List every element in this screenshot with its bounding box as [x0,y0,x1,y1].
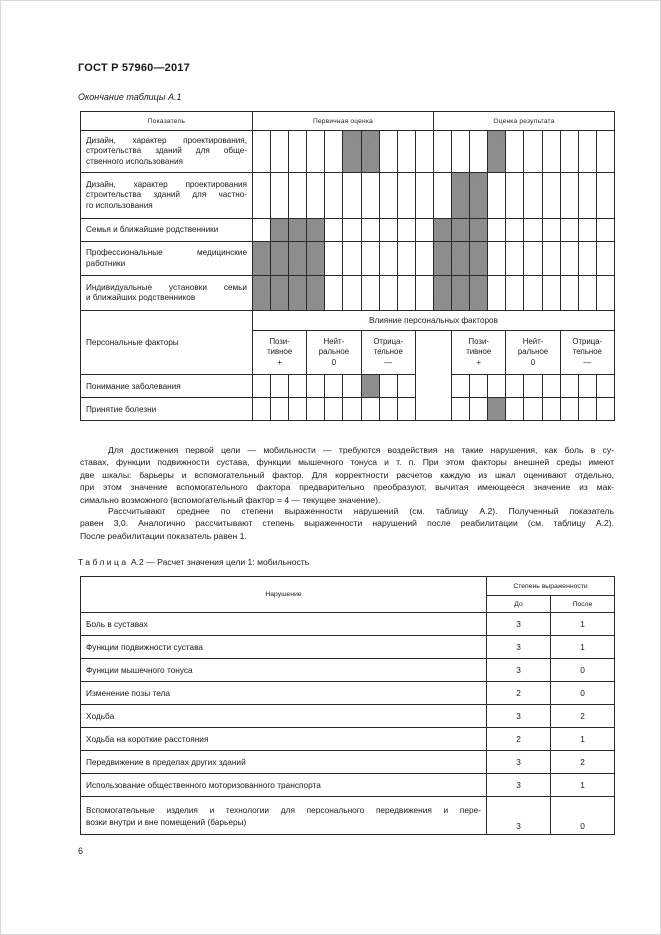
table-row [81,242,615,276]
violation-name: Передвижение в пределах других зданий [81,751,487,774]
row-label [81,173,253,219]
grid-cell [271,398,289,421]
shaded-cell [452,276,470,311]
grid-cell [506,173,524,219]
shaded-cell [433,242,451,276]
row-label [81,219,253,242]
header-after: После [551,596,615,613]
violation-name-line: Вспомогательные изделия и технологии для персонального передвижения и пере- [86,804,481,815]
grid-cell [596,276,614,311]
grid-cell [415,276,433,311]
paragraph-line: две шкалы: барьеры и вспомогательный фактор. Для корректности расчетов каждую из шкал оценивают отдельно, [80,469,614,480]
shaded-cell [289,242,307,276]
grid-cell [397,375,415,398]
value-before: 3 [487,659,551,682]
violation-name: Ходьба на короткие расстояния [81,728,487,751]
shaded-cell [271,276,289,311]
gap-cell [415,331,451,375]
grid-cell [379,173,397,219]
value-after: 1 [551,728,615,751]
violation-name: Изменение позы тела [81,682,487,705]
shaded-cell [470,276,488,311]
caption-label: Таблица [78,557,129,567]
paragraph-line: равен 3,0. Аналогично рассчитывают степень выраженности нарушений после реабилитации (см. таблицу А.2). [80,518,614,529]
grid-cell [307,375,325,398]
grid-cell [343,375,361,398]
violation-name: Функции подвижности сустава [81,636,487,659]
shaded-cell [253,276,271,311]
grid-cell [379,398,397,421]
grid-cell [379,242,397,276]
factor-label-line: Отрица- [373,336,404,346]
grid-cell [397,398,415,421]
shaded-cell [433,276,451,311]
factor-label-line: Нейт- [323,336,345,346]
violation-name: Ходьба [81,705,487,728]
table-row [81,276,615,311]
table-row [81,728,615,751]
table-row [81,797,615,835]
grid-cell [253,398,271,421]
grid-cell [488,173,506,219]
shaded-cell [452,173,470,219]
grid-cell [560,276,578,311]
shaded-cell [488,398,506,421]
grid-cell [343,219,361,242]
grid-cell [379,276,397,311]
grid-cell [325,173,343,219]
grid-cell [542,131,560,173]
factor-label-line: 0 [331,357,337,367]
factor-label-line: ральное [318,347,350,357]
grid-cell [524,131,542,173]
value-after: 1 [551,636,615,659]
shaded-cell [307,276,325,311]
table-row [81,751,615,774]
grid-cell [560,398,578,421]
grid-cell [379,375,397,398]
grid-cell [289,173,307,219]
page-number: 6 [78,846,84,856]
grid-cell [470,375,488,398]
shaded-cell [307,242,325,276]
grid-cell [578,131,596,173]
grid-cell [253,173,271,219]
shaded-cell [470,219,488,242]
header-primary-assessment: Первичная оценка [253,112,434,131]
grid-cell [596,375,614,398]
grid-cell [542,375,560,398]
row-label [81,242,253,276]
grid-cell [560,219,578,242]
table-row [81,613,615,636]
grid-cell [361,173,379,219]
grid-cell [397,276,415,311]
grid-cell [578,242,596,276]
grid-cell [506,276,524,311]
row-label-line: Индивидуальные установки семьи [86,282,247,292]
standard-code: ГОСТ Р 57960—2017 [78,62,190,74]
grid-cell [578,398,596,421]
shaded-cell [470,242,488,276]
grid-cell [596,242,614,276]
row-label-line: ственного использования [86,156,183,166]
grid-cell [307,398,325,421]
grid-cell [488,242,506,276]
grid-cell [397,131,415,173]
paragraph-line: симально возможного (вспомогательный фактор = 4 — текущее значение). [80,494,381,505]
factor-group-header [361,331,415,375]
grid-cell [307,173,325,219]
grid-cell [596,219,614,242]
grid-cell [488,375,506,398]
shaded-cell [452,242,470,276]
grid-cell [379,131,397,173]
grid-cell [361,398,379,421]
table-row [81,682,615,705]
grid-cell [415,242,433,276]
grid-cell [506,375,524,398]
table-row [81,705,615,728]
factor-label-line: тивное [267,347,293,357]
value-after: 0 [551,682,615,705]
header-indicator: Показатель [81,112,253,131]
grid-cell [596,173,614,219]
row-label-line: Дизайн, характер проектирования [86,179,247,189]
value-before: 3 [487,751,551,774]
row-label-line: и ближайших родственников [86,293,196,302]
table-a1 [80,111,615,421]
grid-cell [253,131,271,173]
table-row [81,173,615,219]
grid-cell [325,242,343,276]
grid-cell [325,398,343,421]
grid-cell [325,131,343,173]
factors-header-row [81,311,615,331]
grid-cell [560,242,578,276]
gap-cell [415,375,451,398]
grid-cell [433,173,451,219]
value-after: 1 [551,613,615,636]
factor-row-label: Принятие болезни [81,398,253,421]
grid-cell [325,219,343,242]
value-after: 0 [551,797,615,835]
factor-row [81,398,615,421]
grid-cell [506,219,524,242]
paragraph-line: ставах, функции подвижности сустава, функции мышечного тонуса и т. п. При этом факторы внешней среды имеют [80,457,614,468]
grid-cell [506,398,524,421]
grid-cell [488,219,506,242]
grid-cell [361,219,379,242]
grid-cell [452,398,470,421]
grid-cell [397,242,415,276]
grid-cell [542,398,560,421]
factor-label-line: + [277,357,282,367]
factor-group-header [253,331,307,375]
factor-label-line: Пози- [468,336,489,346]
grid-cell [397,173,415,219]
grid-cell [596,398,614,421]
grid-cell [379,219,397,242]
grid-cell [307,131,325,173]
table-row [81,659,615,682]
caption-title: А.2 — Расчет значения цели 1: мобильность [130,557,310,567]
factor-label-line: Отрица- [572,336,603,346]
violation-name: Боль в суставах [81,613,487,636]
grid-cell [470,131,488,173]
factor-label-line: ральное [517,347,549,357]
grid-cell [506,131,524,173]
grid-cell [289,131,307,173]
factor-label-line: — [384,357,393,367]
grid-cell [524,276,542,311]
value-after: 2 [551,751,615,774]
grid-cell [578,276,596,311]
row-label-line: строительства зданий для частно- [86,190,247,200]
table-a2-caption [78,557,309,567]
violation-name: Функции мышечного тонуса [81,659,487,682]
factor-group-header [307,331,361,375]
row-label-line: го использования [86,200,153,210]
grid-cell [560,173,578,219]
grid-cell [596,131,614,173]
violation-name: Использование общественного моторизованного транспорта [81,774,487,797]
grid-cell [415,173,433,219]
value-before: 3 [487,636,551,659]
grid-cell [289,398,307,421]
shaded-cell [361,375,379,398]
header-severity: Степень выраженности [487,577,615,596]
paragraph-average [80,505,614,542]
table-row [81,774,615,797]
paragraph-mobility [80,444,614,506]
row-label-line: работники [86,258,126,268]
factor-group-header [560,331,614,375]
value-before: 2 [487,682,551,705]
shaded-cell [307,219,325,242]
shaded-cell [289,276,307,311]
grid-cell [560,375,578,398]
grid-cell [542,242,560,276]
grid-cell [542,276,560,311]
grid-cell [361,242,379,276]
influence-title: Влияние персональных факторов [253,311,615,331]
shaded-cell [433,219,451,242]
shaded-cell [488,131,506,173]
table-row [81,131,615,173]
grid-cell [343,398,361,421]
personal-factors-label: Персональные факторы [81,311,253,375]
value-before: 3 [487,705,551,728]
row-label-line: Семья и ближайшие родственники [86,224,219,234]
grid-cell [415,131,433,173]
violation-name [81,797,487,835]
grid-cell [271,173,289,219]
grid-cell [452,375,470,398]
grid-cell [524,242,542,276]
grid-cell [542,219,560,242]
row-label [81,131,253,173]
grid-cell [271,131,289,173]
factor-label-line: 0 [530,357,536,367]
grid-cell [470,398,488,421]
grid-cell [578,219,596,242]
shaded-cell [289,219,307,242]
paragraph-line: при этом значение вспомогательного фактора предварительно преобразуют, вычитая имеющееся значение из мак- [80,482,614,493]
grid-cell [433,131,451,173]
shaded-cell [271,242,289,276]
grid-cell [524,173,542,219]
shaded-cell [470,173,488,219]
grid-cell [289,375,307,398]
grid-cell [578,173,596,219]
value-before: 3 [487,774,551,797]
table-a2 [80,576,615,835]
grid-cell [524,219,542,242]
value-before: 3 [487,613,551,636]
factor-group-header [452,331,506,375]
row-label-line: строительства зданий для обще- [86,146,247,156]
row-label-line: Профессиональные медицинские [86,248,247,257]
grid-cell [325,375,343,398]
shaded-cell [343,131,361,173]
grid-cell [343,173,361,219]
factor-label-line: тивное [466,347,492,357]
header-violation: Нарушение [81,577,487,613]
grid-cell [506,242,524,276]
value-after: 0 [551,659,615,682]
grid-cell [343,276,361,311]
header-result-assessment: Оценка результата [433,112,614,131]
factor-label-line: + [476,357,481,367]
grid-cell [415,219,433,242]
value-before: 3 [487,797,551,835]
gap-cell [415,398,451,421]
grid-cell [560,131,578,173]
grid-cell [488,276,506,311]
value-after: 1 [551,774,615,797]
shaded-cell [271,219,289,242]
value-before: 2 [487,728,551,751]
factor-group-header [506,331,560,375]
shaded-cell [452,219,470,242]
grid-cell [361,276,379,311]
factor-row-label: Понимание заболевания [81,375,253,398]
shaded-cell [361,131,379,173]
grid-cell [452,131,470,173]
factor-label-line: — [583,357,592,367]
value-after: 2 [551,705,615,728]
factor-label-line: тельное [572,347,602,357]
paragraph-line: После реабилитации показатель равен 1. [80,530,247,541]
grid-cell [542,173,560,219]
grid-cell [524,398,542,421]
table-continuation-caption: Окончание таблицы А.1 [78,92,182,102]
row-label-line: Дизайн, характер проектирования, [86,135,247,145]
factor-label-line: тельное [373,347,403,357]
grid-cell [271,375,289,398]
paragraph-line: Рассчитывают среднее по степени выраженности нарушений (см. таблицу А.2). Полученный показатель [108,506,614,516]
factor-label-line: Нейт- [522,336,544,346]
grid-cell [253,219,271,242]
header-before: До [487,596,551,613]
factor-row [81,375,615,398]
row-label [81,276,253,311]
grid-cell [325,276,343,311]
table-row [81,219,615,242]
grid-cell [343,242,361,276]
paragraph-line: Для достижения первой цели — мобильности — требуются воздействия на такие нарушения, как боль в су- [108,445,614,455]
violation-name-line: возки внутри и вне помещений (барьеры) [86,816,247,827]
shaded-cell [253,242,271,276]
grid-cell [253,375,271,398]
factor-label-line: Пози- [269,336,290,346]
grid-cell [578,375,596,398]
grid-cell [524,375,542,398]
table-row [81,636,615,659]
grid-cell [397,219,415,242]
